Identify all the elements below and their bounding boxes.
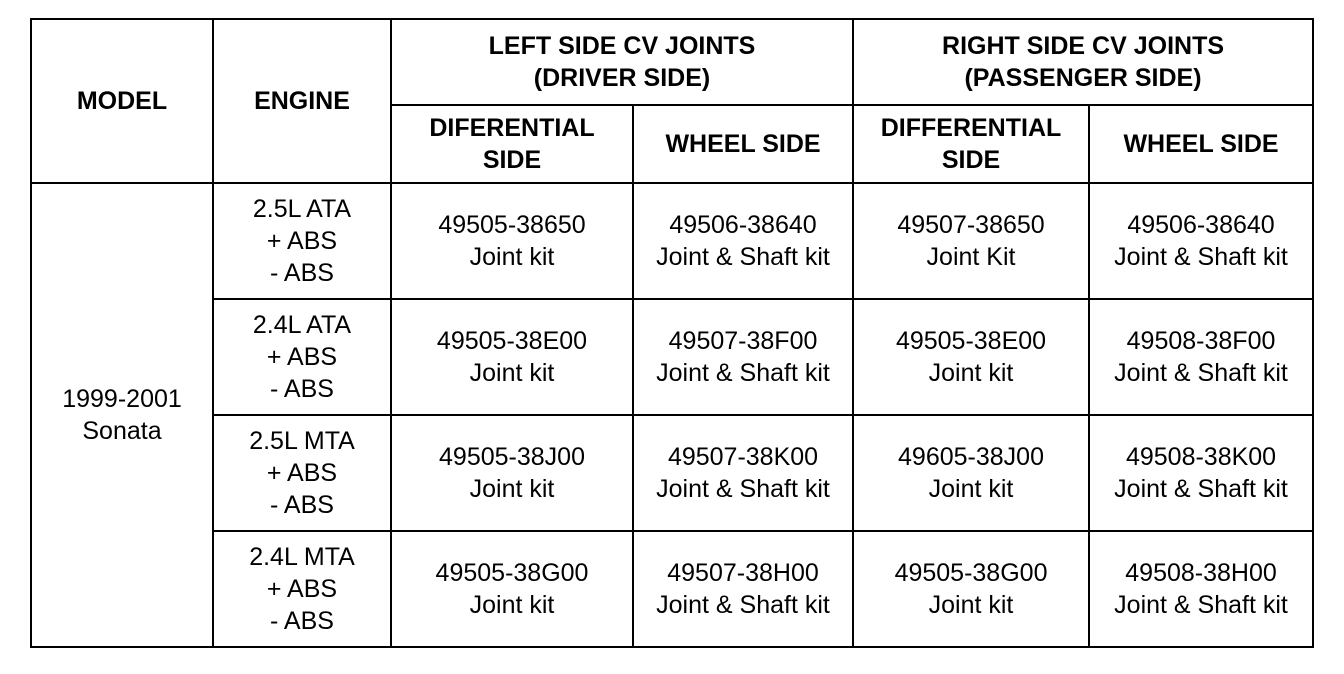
right-group-title: RIGHT SIDE CV JOINTS	[942, 32, 1225, 60]
part-number: 49507-38F00	[668, 327, 818, 355]
kit-type: Joint Kit	[926, 243, 1016, 271]
engine-abs-plus: + ABS	[266, 343, 338, 371]
part-number: 49506-38640	[1127, 211, 1275, 239]
engine-abs-plus: + ABS	[266, 459, 338, 487]
left-wheel-side-header: WHEEL SIDE	[633, 105, 853, 183]
part-number: 49508-38F00	[1126, 327, 1276, 355]
part-number: 49605-38J00	[898, 443, 1044, 471]
part-number: 49506-38640	[669, 211, 817, 239]
left-group-title: LEFT SIDE CV JOINTS	[488, 32, 756, 60]
kit-type: Joint kit	[469, 243, 555, 271]
kit-type: Joint & Shaft kit	[1114, 475, 1288, 503]
model-name: Sonata	[82, 417, 162, 445]
kit-type: Joint & Shaft kit	[1114, 243, 1288, 271]
header-row-top	[31, 19, 1313, 105]
engine-abs-plus: + ABS	[266, 575, 338, 603]
right-diff-header-line2: SIDE	[941, 146, 1001, 174]
right-diff-header-line1: DIFFERENTIAL	[880, 114, 1062, 142]
kit-type: Joint & Shaft kit	[1114, 359, 1288, 387]
part-number: 49505-38650	[438, 211, 586, 239]
part-number: 49508-38H00	[1125, 559, 1277, 587]
right-wheel-cell	[1089, 415, 1313, 531]
table-row	[31, 183, 1313, 299]
engine-type: 2.5L ATA	[252, 195, 352, 223]
right-group-subtitle: (PASSENGER SIDE)	[964, 64, 1202, 92]
left-wheel-cell	[633, 183, 853, 299]
engine-abs-minus: - ABS	[270, 259, 334, 287]
engine-cell	[213, 531, 391, 647]
part-number: 49505-38J00	[439, 443, 585, 471]
kit-type: Joint kit	[469, 475, 555, 503]
model-cell	[31, 183, 213, 647]
table-row	[31, 415, 1313, 531]
right-side-group-header	[853, 19, 1313, 105]
kit-type: Joint & Shaft kit	[656, 591, 830, 619]
part-number: 49505-38G00	[894, 559, 1048, 587]
left-diff-cell	[391, 299, 633, 415]
part-number: 49507-38H00	[667, 559, 819, 587]
cv-joints-table	[30, 18, 1314, 648]
right-wheel-cell	[1089, 183, 1313, 299]
engine-abs-minus: - ABS	[270, 375, 334, 403]
left-group-subtitle: (DRIVER SIDE)	[533, 64, 711, 92]
kit-type: Joint & Shaft kit	[656, 359, 830, 387]
part-number: 49508-38K00	[1125, 443, 1277, 471]
engine-abs-plus: + ABS	[266, 227, 338, 255]
engine-abs-minus: - ABS	[270, 607, 334, 635]
model-header: MODEL	[31, 19, 213, 183]
right-diff-cell	[853, 183, 1089, 299]
right-wheel-cell	[1089, 531, 1313, 647]
right-wheel-side-header: WHEEL SIDE	[1089, 105, 1313, 183]
right-diff-cell	[853, 531, 1089, 647]
kit-type: Joint kit	[469, 359, 555, 387]
engine-header: ENGINE	[213, 19, 391, 183]
part-number: 49505-38G00	[435, 559, 589, 587]
model-years: 1999-2001	[62, 385, 182, 413]
left-differential-side-header	[391, 105, 633, 183]
engine-cell	[213, 415, 391, 531]
part-number: 49505-38E00	[895, 327, 1047, 355]
right-wheel-cell	[1089, 299, 1313, 415]
left-diff-header-line2: SIDE	[482, 146, 542, 174]
left-diff-cell	[391, 415, 633, 531]
kit-type: Joint kit	[928, 475, 1014, 503]
left-diff-cell	[391, 183, 633, 299]
left-wheel-cell	[633, 531, 853, 647]
engine-cell	[213, 299, 391, 415]
part-number: 49507-38K00	[667, 443, 819, 471]
kit-type: Joint & Shaft kit	[656, 475, 830, 503]
left-diff-cell	[391, 531, 633, 647]
left-wheel-cell	[633, 299, 853, 415]
right-diff-cell	[853, 299, 1089, 415]
left-diff-header-line1: DIFERENTIAL	[429, 114, 595, 142]
right-diff-cell	[853, 415, 1089, 531]
kit-type: Joint & Shaft kit	[1114, 591, 1288, 619]
part-number: 49507-38650	[897, 211, 1045, 239]
table-row	[31, 299, 1313, 415]
right-differential-side-header	[853, 105, 1089, 183]
kit-type: Joint kit	[928, 359, 1014, 387]
table-row	[31, 531, 1313, 647]
engine-abs-minus: - ABS	[270, 491, 334, 519]
kit-type: Joint & Shaft kit	[656, 243, 830, 271]
left-side-group-header	[391, 19, 853, 105]
engine-type: 2.5L MTA	[249, 427, 355, 455]
engine-type: 2.4L MTA	[249, 543, 355, 571]
kit-type: Joint kit	[469, 591, 555, 619]
left-wheel-cell	[633, 415, 853, 531]
part-number: 49505-38E00	[436, 327, 588, 355]
engine-cell	[213, 183, 391, 299]
kit-type: Joint kit	[928, 591, 1014, 619]
engine-type: 2.4L ATA	[252, 311, 352, 339]
